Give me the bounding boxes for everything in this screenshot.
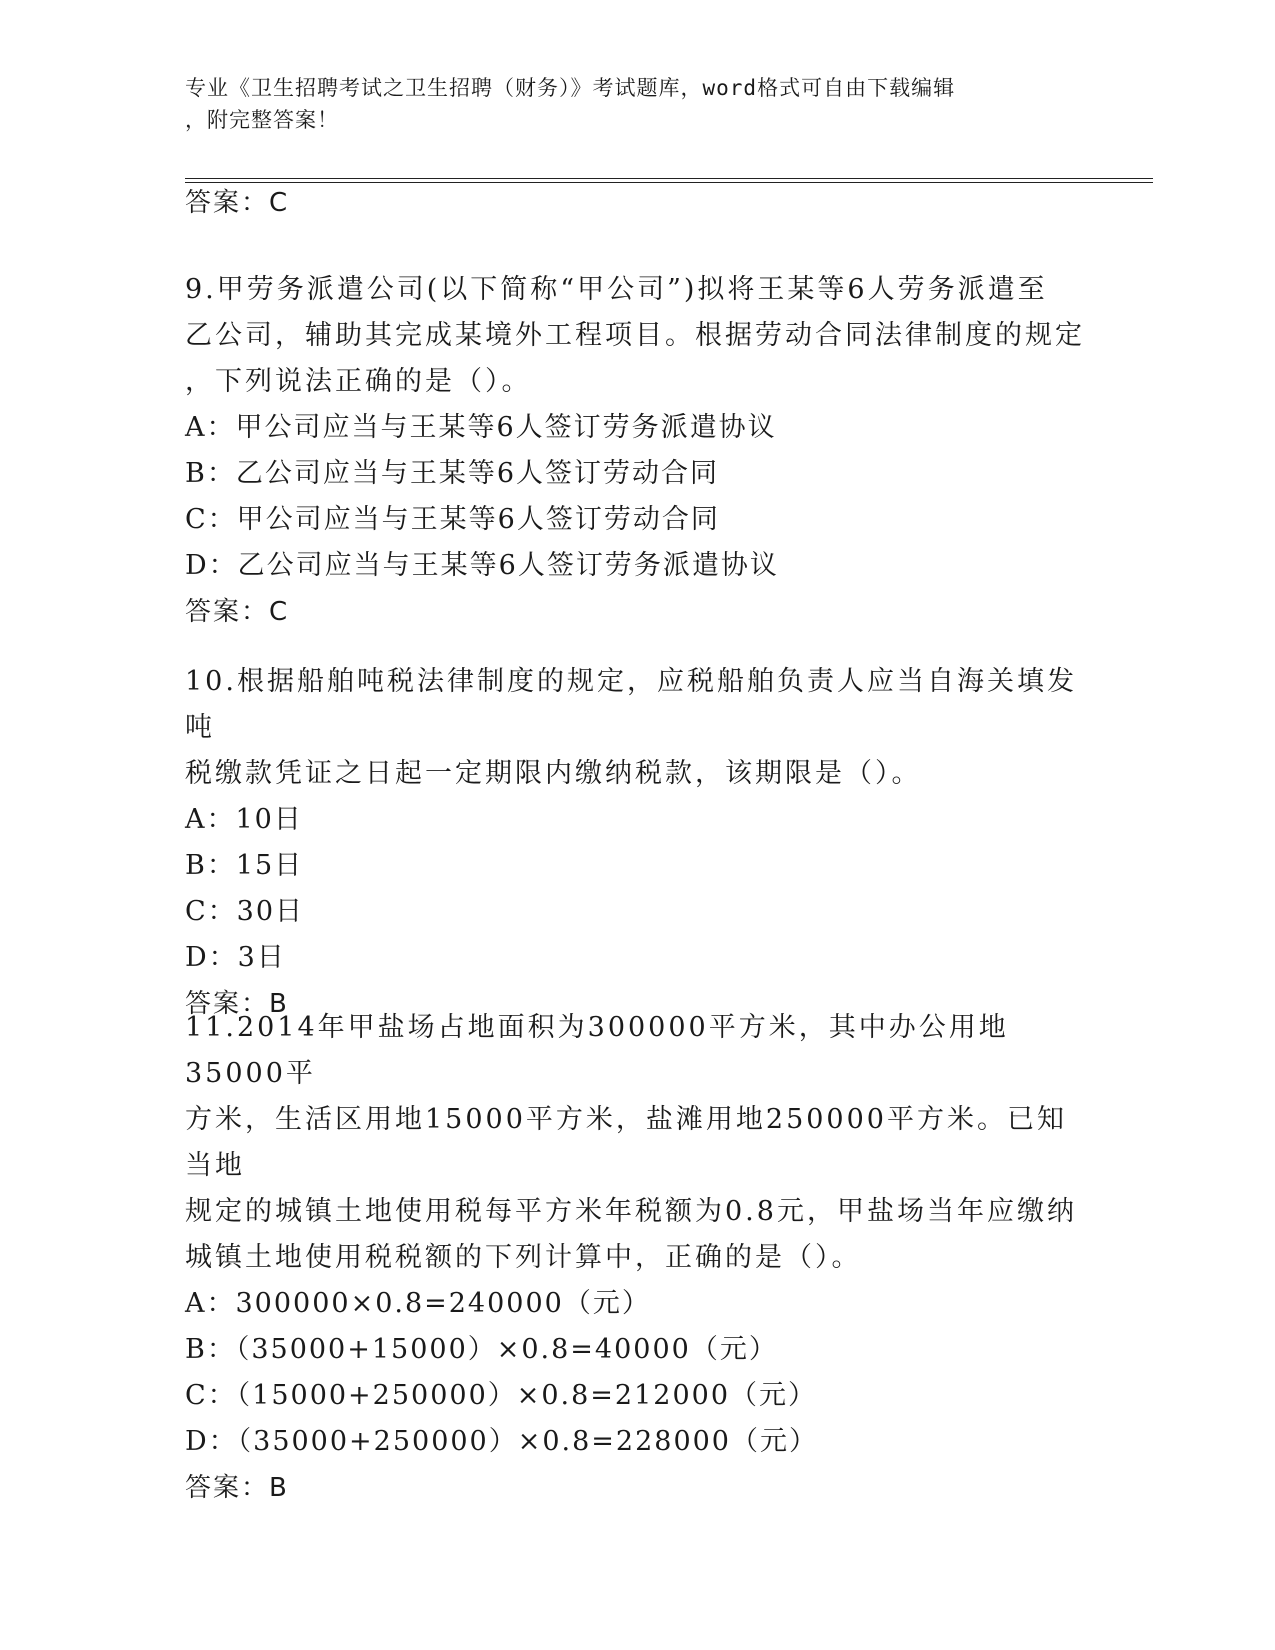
- option-a: A：300000×0.8=240000（元）: [185, 1288, 651, 1319]
- question-stem-line: 乙公司，辅助其完成某境外工程项目。根据劳动合同法律制度的规定: [185, 320, 1085, 351]
- answer: 答案：B: [185, 1473, 289, 1503]
- question-stem-line: 城镇土地使用税税额的下列计算中，正确的是（）。: [185, 1242, 862, 1273]
- option-b: B：乙公司应当与王某等6人签订劳动合同: [185, 458, 720, 489]
- question-10: [185, 659, 1085, 1027]
- option-b: B：15日: [185, 850, 304, 881]
- question-11: [185, 1005, 1085, 1511]
- header-line-2: ，附完整答案！: [185, 108, 339, 132]
- option-a: A：10日: [185, 804, 303, 835]
- answer: 答案：C: [185, 597, 290, 627]
- header-divider-top: [185, 178, 1153, 179]
- option-b: B：（35000+15000）×0.8=40000（元）: [185, 1334, 778, 1365]
- answer: 答案：B: [185, 989, 289, 1019]
- option-a: A：甲公司应当与王某等6人签订劳务派遣协议: [185, 412, 777, 443]
- option-d: D：3日: [185, 942, 286, 973]
- question-stem-line: 10.根据船舶吨税法律制度的规定，应税船舶负责人应当自海关填发吨: [185, 666, 1077, 743]
- option-d: D：乙公司应当与王某等6人签订劳务派遣协议: [185, 550, 779, 581]
- question-stem-line: 11.2014年甲盐场占地面积为300000平方米，其中办公用地35000平: [185, 1012, 1009, 1089]
- header-divider-bottom: [185, 182, 1153, 183]
- question-9: [185, 267, 1085, 635]
- option-d: D：（35000+250000）×0.8=228000（元）: [185, 1426, 818, 1457]
- option-c: C：30日: [185, 896, 305, 927]
- option-c: C：甲公司应当与王某等6人签订劳动合同: [185, 504, 720, 535]
- question-stem-line: 税缴款凭证之日起一定期限内缴纳税款，该期限是（）。: [185, 758, 922, 789]
- question-stem-line: 方米，生活区用地15000平方米，盐滩用地250000平方米。已知当地: [185, 1104, 1067, 1181]
- question-stem-line: 9.甲劳务派遣公司(以下简称“甲公司”)拟将王某等6人劳务派遣至: [185, 274, 1048, 305]
- previous-answer: 答案：C: [185, 188, 290, 218]
- header-line-1: 专业《卫生招聘考试之卫生招聘（财务）》考试题库，word格式可自由下载编辑: [185, 76, 956, 100]
- option-c: C：（15000+250000）×0.8=212000（元）: [185, 1380, 817, 1411]
- document-header: [185, 72, 1085, 136]
- question-stem-line: ，下列说法正确的是（）。: [185, 366, 532, 397]
- question-stem-line: 规定的城镇土地使用税每平方米年税额为0.8元，甲盐场当年应缴纳: [185, 1196, 1077, 1227]
